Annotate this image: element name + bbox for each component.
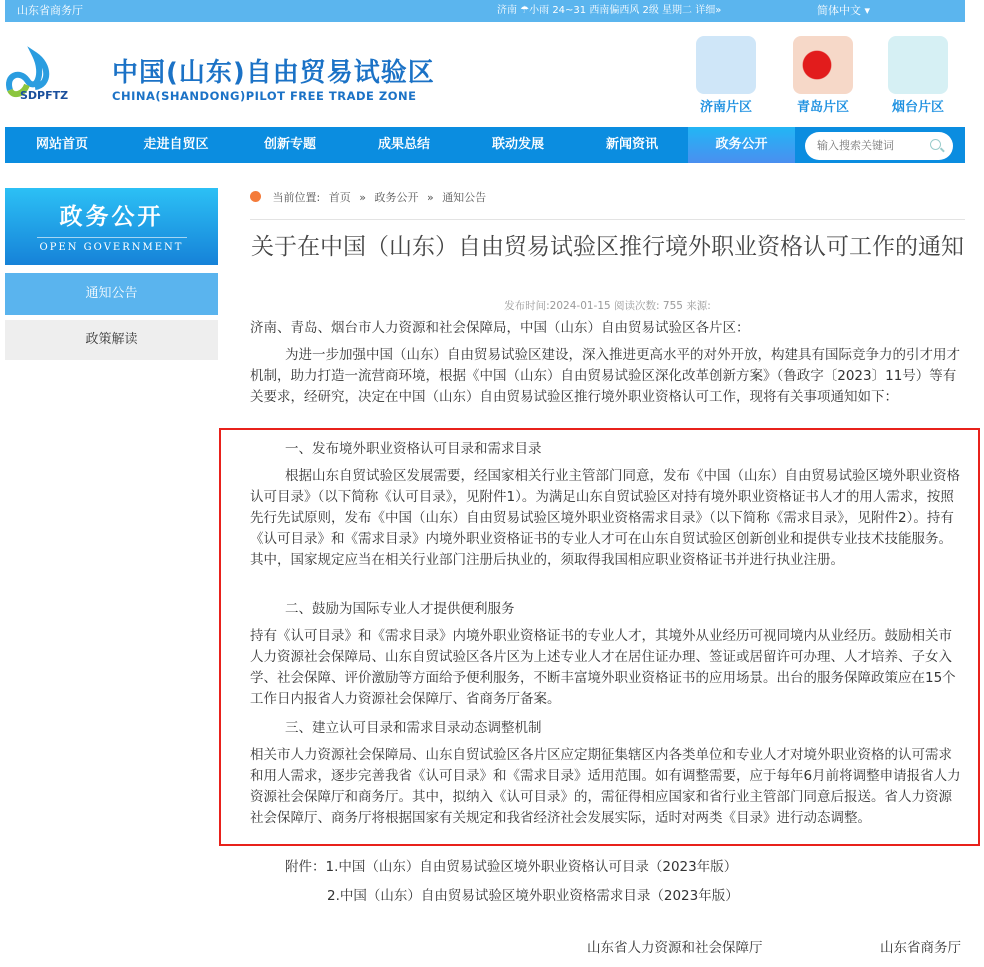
weather-info[interactable]: 济南 ☂小雨 24~31 西南偏西风 2级 星期二 详细»: [497, 5, 722, 16]
section-1-heading: 一、发布境外职业资格认可目录和需求目录: [285, 441, 542, 457]
breadcrumb-gov[interactable]: 政务公开: [374, 191, 419, 204]
search-placeholder: 输入搜索关键词: [817, 139, 894, 152]
search-input[interactable]: [805, 132, 953, 160]
intro-paragraph: 为进一步加强中国（山东）自由贸易试验区建设，深入推进更高水平的对外开放，构建具有国际竞争力的引才用才机制，助力打造一流营商环境，根据《中国（山东）自由贸易试验区深化改革创新方案》（鲁政字〔2023〕11号）等有关要求，经研究，决定在中国（山东）自由贸易试验区推行境外职业资格认可工作，现将有关事项通知如下：: [250, 347, 960, 405]
signer-commerce: 山东省商务厅: [880, 940, 961, 956]
article-title: 关于在中国（山东）自由贸易试验区推行境外职业资格认可工作的通知: [251, 234, 964, 260]
breadcrumb-notices[interactable]: 通知公告: [442, 191, 487, 204]
signer-hrss: 山东省人力资源和社会保障厅: [587, 940, 763, 956]
divider: [37, 237, 187, 238]
salutation: 济南、青岛、烟台市人力资源和社会保障局，中国（山东）自由贸易试验区各片区：: [250, 320, 750, 336]
site-name[interactable]: 山东省商务厅: [17, 4, 83, 17]
breadcrumb: [250, 189, 491, 205]
jinan-map-icon: [696, 36, 756, 94]
sidebar-banner: [5, 188, 218, 265]
zone-qingdao[interactable]: [783, 36, 863, 115]
nav-gov-affairs[interactable]: 政务公开: [688, 127, 795, 163]
zone-label: 烟台片区: [891, 100, 944, 115]
zone-jinan[interactable]: [686, 36, 766, 115]
nav-linkage[interactable]: 联动发展: [491, 137, 544, 152]
section-2-body: 持有《认可目录》和《需求目录》内境外职业资格证书的专业人才，其境外从业经历可视同境内从业经历。鼓励相关市人力资源社会保障局、山东自贸试验区各片区为上述专业人才在居住证办理、签证或居留许可办理、人才培养、子女入学、社会保障、评价激励等方面给予便利服务，不断丰富境外职业资格证书的应用场景。出台的服务保障政策应在15个工作日内报省人力资源社会保障厅、省商务厅备案。: [250, 628, 956, 707]
sidebar-item-notices[interactable]: 通知公告: [5, 273, 218, 315]
location-icon: [250, 191, 261, 202]
zone-label: 济南片区: [699, 100, 752, 115]
nav-achievements[interactable]: 成果总结: [377, 137, 430, 152]
logo-abbr: SDPFTZ: [20, 89, 69, 102]
nav-about[interactable]: 走进自贸区: [143, 137, 209, 152]
qingdao-map-icon: [793, 36, 853, 94]
breadcrumb-home[interactable]: 首页: [328, 191, 351, 204]
section-3-body: 相关市人力资源社会保障局、山东自贸试验区各片区应定期征集辖区内各类单位和专业人才对境外职业资格的认可需求和用人需求，逐步完善我省《认可目录》和《需求目录》适用范围。如有调整需要，应于每年6月前将调整申请报省人力资源社会保障厅和商务厅。其中，拟纳入《认可目录》的，需征得相应国家和省行业主管部门同意后报送。省人力资源社会保障厅、商务厅将根据国家有关规定和我省经济社会发展实际，适时对两类《目录》进行动态调整。: [250, 747, 961, 826]
attachment-2[interactable]: 2.中国（山东）自由贸易试验区境外职业资格需求目录（2023年版）: [327, 888, 739, 904]
article-meta: 发布时间:2024-01-15 阅读次数: 755 来源:: [504, 300, 711, 312]
nav-home[interactable]: 网站首页: [35, 137, 88, 152]
language-select[interactable]: 简体中文 ▾: [817, 4, 871, 17]
breadcrumb-sep: »: [359, 191, 366, 204]
breadcrumb-sep: »: [426, 191, 434, 204]
sidebar-item-policy[interactable]: 政策解读: [5, 320, 218, 360]
search-icon[interactable]: [930, 139, 941, 150]
nav-news[interactable]: 新闻资讯: [605, 137, 658, 152]
zone-yantai[interactable]: [878, 36, 958, 115]
section-2-heading: 二、鼓励为国际专业人才提供便利服务: [285, 601, 515, 617]
divider: [250, 219, 965, 220]
logo-subtitle: CHINA(SHANDONG)PILOT FREE TRADE ZONE: [112, 89, 417, 103]
banner-subtitle: OPEN GOVERNMENT: [39, 242, 184, 253]
article-body: [250, 318, 965, 414]
breadcrumb-label: 当前位置:: [272, 191, 321, 204]
top-bar: [5, 0, 965, 22]
section-3-heading: 三、建立认可目录和需求目录动态调整机制: [285, 720, 542, 736]
nav-innovation[interactable]: 创新专题: [263, 137, 316, 152]
logo-title[interactable]: 中国(山东)自由贸易试验区: [112, 58, 435, 88]
section-1-body: 根据山东自贸试验区发展需要，经国家相关行业主管部门同意，发布《中国（山东）自由贸易试验区境外职业资格认可目录》（以下简称《认可目录》，见附件1）。为满足山东自贸试验区对持有境外职业资格证书人才的用人需求，按照先行先试原则，发布《中国（山东）自由贸易试验区境外职业资格需求目录》（以下简称《需求目录》，见附件2）。持有《认可目录》和《需求目录》内境外职业资格证书的专业人才可在山东自贸试验区创新创业和提供专业技术技能服务。其中，国家规定应当在相关行业部门注册后执业的，须取得我国相应职业资格证书并进行执业注册。: [250, 468, 960, 568]
yantai-map-icon: [888, 36, 948, 94]
banner-title: 政务公开: [59, 204, 164, 230]
attachment-1[interactable]: 附件：1.中国（山东）自由贸易试验区境外职业资格认可目录（2023年版）: [285, 859, 738, 875]
zone-label: 青岛片区: [796, 100, 849, 115]
